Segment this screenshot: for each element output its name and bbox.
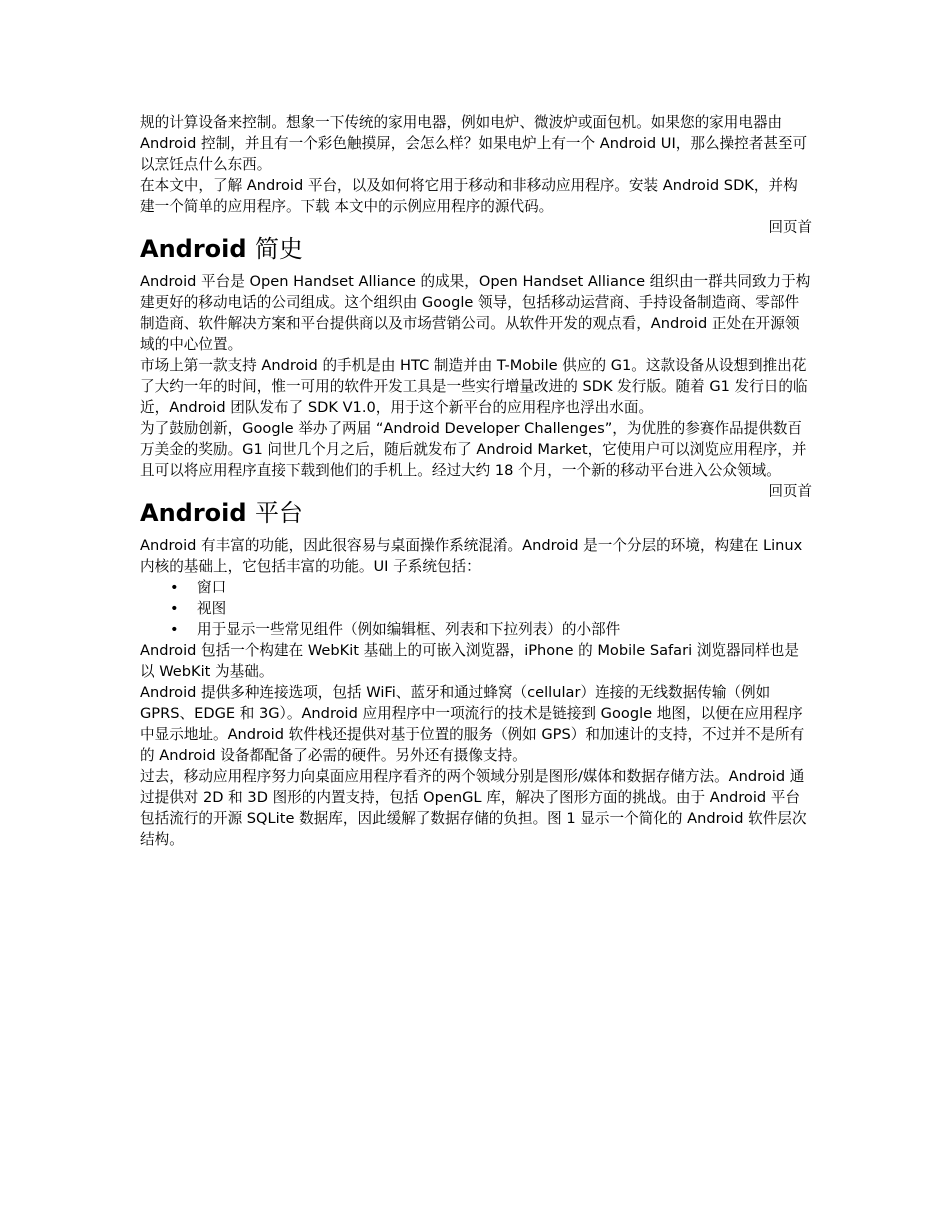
back-to-top-link[interactable]: 回页首 [768,220,812,236]
platform-paragraph-2: Android 包括一个构建在 WebKit 基础上的可嵌入浏览器，iPhone 的 Mobile Safari 浏览器同样也是以 WebKit 为基础。 [140,642,799,680]
list-item-text: 窗口 [197,579,227,596]
list-item [140,598,812,619]
list-item [140,619,812,640]
history-paragraph-2: 市场上第一款支持 Android 的手机是由 HTC 制造并由 T-Mobile 供应的 G1。这款设备从设想到推出花了大约一年的时间，惟一可用的软件开发工具是一些实行增量改进的 SDK 发行版。随着 G1 发行日的临近，Android 团队发布了 SDK V1.0，用于这个新平台的应用程序也浮出水面。 [140,357,808,416]
platform-paragraph-4: 过去，移动应用程序努力向桌面应用程序看齐的两个领域分别是图形/媒体和数据存储方法。Android 通过提供对 2D 和 3D 图形的内置支持，包括 OpenGL 库，解决了图形方面的挑战。由于 Android 平台包括流行的开源 SQLite 数据库，因此缓解了数据存储的负担。图 1 显示一个简化的 Android 软件层次结构。 [140,768,807,848]
section-title-history-en: Android [140,235,247,263]
history-paragraph-1: Android 平台是 Open Handset Alliance 的成果，Open Handset Alliance 组织由一群共同致力于构建更好的移动电话的公司组成。这个组织由 Google 领导，包括移动运营商、手持设备制造商、零部件制造商、软件解决方案和平台提供商以及市场营销公司。从软件开发的观点看，Android 正处在开源领域的中心位置。 [140,273,811,353]
ui-subsystem-list [140,577,812,640]
section-title-platform-en: Android [140,499,247,527]
list-item-text: 视图 [197,600,227,617]
section-title-platform [140,498,812,528]
history-paragraph-3: 为了鼓励创新，Google 举办了两届 “Android Developer Challenges”，为优胜的参赛作品提供数百万美金的奖励。G1 问世几个月之后，随后就发布了 Android Market，它使用户可以浏览应用程序，并且可以将应用程序直接下载到他们的手机上。经过大约 18 个月，一个新的移动平台进入公众领域。 [140,420,807,479]
bullet-icon: • [170,600,179,617]
section-title-history [140,234,812,264]
list-item [140,577,812,598]
back-to-top-link[interactable]: 回页首 [768,484,812,500]
platform-paragraph-1: Android 有丰富的功能，因此很容易与桌面操作系统混淆。Android 是一个分层的环境，构建在 Linux 内核的基础上，它包括丰富的功能。UI 子系统包括： [140,537,803,575]
bullet-icon: • [170,621,179,638]
section-title-platform-cn: 平台 [254,499,303,527]
article-body [140,112,812,850]
section-title-history-cn: 简史 [254,235,303,263]
intro-paragraph-1: 规的计算设备来控制。想象一下传统的家用电器，例如电炉、微波炉或面包机。如果您的家用电器由 Android 控制，并且有一个彩色触摸屏，会怎么样？如果电炉上有一个 Android UI，那么操控者甚至可以烹饪点什么东西。 [140,114,808,173]
list-item-text: 用于显示一些常见组件（例如编辑框、列表和下拉列表）的小部件 [197,621,621,638]
platform-paragraph-3: Android 提供多种连接选项，包括 WiFi、蓝牙和通过蜂窝（cellular）连接的无线数据传输（例如 GPRS、EDGE 和 3G）。Android 应用程序中一项流行的技术是链接到 Google 地图，以便在应用程序中显示地址。Android 软件栈还提供对基于位置的服务（例如 GPS）和加速计的支持，不过并不是所有的 Android 设备都配备了必需的硬件。另外还有摄像支持。 [140,684,805,764]
intro-paragraph-2: 在本文中，了解 Android 平台，以及如何将它用于移动和非移动应用程序。安装 Android SDK，并构建一个简单的应用程序。下载 本文中的示例应用程序的源代码。 [140,177,798,215]
bullet-icon: • [170,579,179,596]
